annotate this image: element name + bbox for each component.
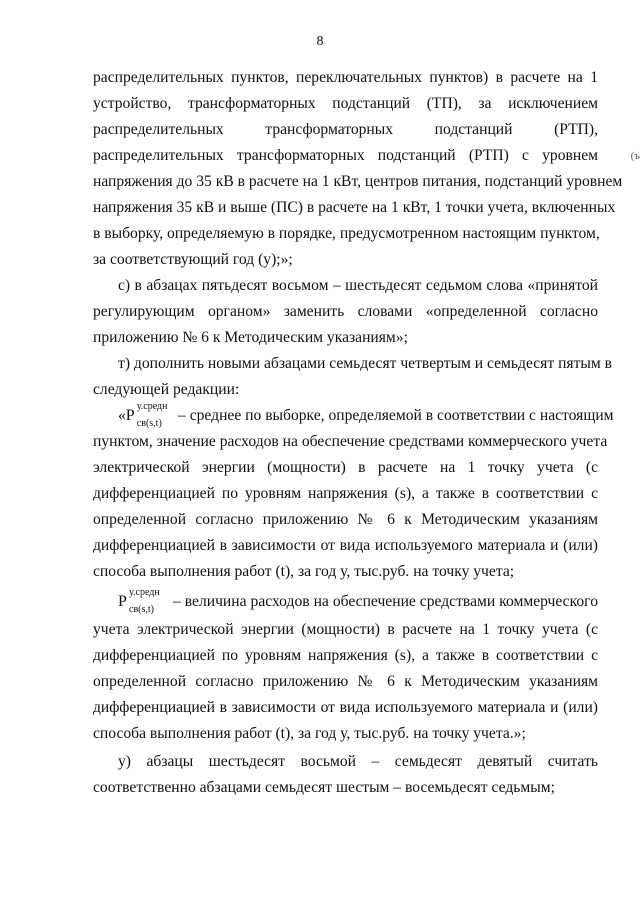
text-line: электрической энергии (мощности) в расчете на 1 точку учета (с (93, 459, 598, 476)
text-line: дифференциацией в зависимости от вида используемого материала и (или) (93, 537, 598, 554)
formula-subscript: св(s,t) (129, 604, 154, 615)
text-line: напряжения 35 кВ и выше (ПС) в расчете на 1 кВт, 1 точки учета, включенных (93, 199, 616, 216)
text-line: устройство, трансформаторных подстанций (ТП), за исключением (93, 95, 598, 112)
formula-symbol (125, 401, 168, 429)
text-line: учета электрической энергии (мощности) в расчете на 1 точку учета (с (93, 621, 598, 638)
formula-superscript: у.средн (136, 401, 168, 412)
text-line: следующей редакции: (93, 381, 240, 398)
text-line: напряжения до 35 кВ в расчете на 1 кВт, центров питания, подстанций уровнем (93, 173, 623, 190)
text-line: определенной согласно приложению № 6 к Методическим указаниям (93, 511, 598, 528)
edge-mark: (ъ (630, 150, 640, 162)
text-line: способа выполнения работ (t), за год у, тыс.руб. на точку учета; (93, 563, 515, 580)
text-line: пунктом, значение расходов на обеспечение средствами коммерческого учета (93, 433, 608, 450)
text-line: соответственно абзацами семьдесят шестым – восемьдесят седьмым; (93, 779, 555, 796)
formula-symbol (118, 587, 160, 615)
text-line: регулирующим органом» заменить словами «определенной согласно (93, 303, 598, 320)
formula-base: P (118, 593, 127, 610)
open-quote: « (118, 407, 126, 424)
text-line: в выборку, определяемую в порядке, предусмотренном настоящим пунктом, (93, 225, 600, 242)
text-line: способа выполнения работ (t), за год у, тыс.руб. на точку учета.»; (93, 725, 526, 742)
formula-base: P (125, 407, 135, 424)
page-number: 8 (316, 34, 324, 49)
text-line: приложению № 6 к Методическим указаниям»; (93, 329, 408, 346)
text-line: т) дополнить новыми абзацами семьдесят четвертым и семьдесят пятым в (118, 355, 613, 372)
text-line: у) абзацы шестьдесят восьмой – семьдесят девятый считать (118, 753, 598, 770)
text-line: распределительных трансформаторных подстанций (РТП), (93, 121, 598, 138)
text-line: определенной согласно приложению № 6 к Методическим указаниям (93, 673, 598, 690)
formula-p-sredn-2 (118, 587, 172, 615)
text-line: за соответствующий год (у);»; (93, 251, 293, 268)
text-line: распределительных пунктов, переключательных пунктов) в расчете на 1 (93, 69, 598, 86)
text-line: – среднее по выборке, определяемой в соответствии с настоящим (178, 407, 614, 424)
text-line: дифференциацией в зависимости от вида используемого материала и (или) (93, 699, 598, 716)
formula-superscript: у.средн (129, 587, 160, 598)
text-line: – величина расходов на обеспечение средствами коммерческого (173, 593, 598, 610)
text-line: дифференциацией по уровням напряжения (s), а также в соответствии с (93, 647, 598, 664)
text-line: дифференциацией по уровням напряжения (s), а также в соответствии с (93, 485, 598, 502)
formula-subscript: св(s,t) (136, 418, 162, 429)
text-line: распределительных трансформаторных подстанций (РТП) с уровнем (93, 147, 598, 164)
text-line: с) в абзацах пятьдесят восьмом – шестьдесят седьмом слова «принятой (118, 277, 598, 294)
formula-p-sredn-1 (118, 401, 178, 429)
